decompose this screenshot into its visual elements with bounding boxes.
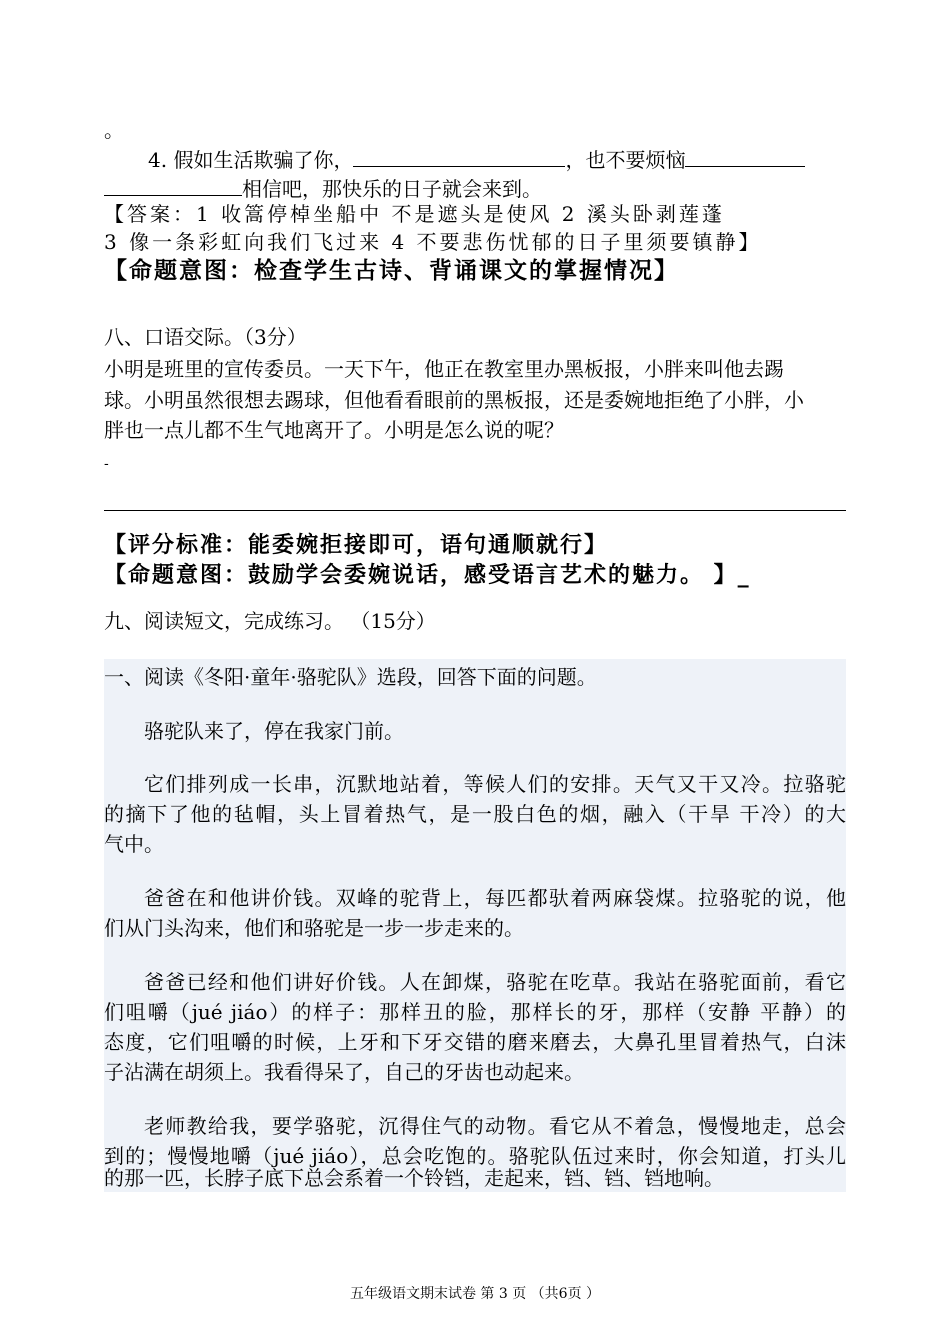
reading-paragraph-5-line-1: 老师教给我，要学骆驼，沉得住气的动物。看它从不着急，慢慢地走，总会 <box>144 1114 846 1138</box>
reading-intro: 一、阅读《冬阳·童年·骆驼队》选段，回答下面的问题。 <box>104 665 597 689</box>
question-4 <box>148 146 805 172</box>
scoring-criteria: 【评分标准：能委婉拒接即可，语句通顺就行】 <box>104 532 609 558</box>
section-8-text-2: 球。小明虽然很想去踢球，但他看看眼前的黑板报，还是委婉地拒绝了小胖，小 <box>104 388 804 412</box>
reading-paragraph-5-line-3: 的那一匹，长脖子底下总会系着一个铃铛，走起来，铛、铛、铛地响。 <box>104 1166 724 1190</box>
section-8-text-3: 胖也一点儿都不生气地离开了。小明是怎么说的呢？ <box>104 418 564 442</box>
section-8-dash: - <box>104 456 109 472</box>
section-9-title: 九、阅读短文，完成练习。 （15分） <box>104 609 436 633</box>
reading-paragraph-3-line-2: 们从门头沟来，他们和骆驼是一步一步走来的。 <box>104 916 524 940</box>
intent-heading-1: 【命题意图：检查学生古诗、背诵课文的掌握情况】 <box>104 257 679 284</box>
reading-paragraph-4-line-3: 态度，它们咀嚼的时候，上牙和下牙交错的磨来磨去，大鼻孔里冒着热气，白沫 <box>104 1030 846 1054</box>
reading-paragraph-2-line-3: 气中。 <box>104 832 164 856</box>
reading-paragraph-4-line-2: 们咀嚼（jué jiáo）的样子：那样丑的脸，那样长的牙，那样（安静 平静）的 <box>104 1000 846 1024</box>
answer-line-2: 3 像一条彩虹向我们飞过来 4 不要悲伤忧郁的日子里须要镇静】 <box>104 230 762 254</box>
section-8-text-1: 小明是班里的宣传委员。一天下午，他正在教室里办黑板报，小胖来叫他去踢 <box>104 357 784 381</box>
reading-paragraph-2-line-1: 它们排列成一长串，沉默地站着，等候人们的安排。天气又干又冷。拉骆驼 <box>144 772 846 796</box>
question-4-mid: ，也不要烦恼 <box>565 148 686 172</box>
page-footer: 五年级语文期末试卷 第 3 页 （共6页 ） <box>349 1286 601 1302</box>
answer-blank-3[interactable] <box>104 175 242 196</box>
question-4-suffix: 相信吧，那快乐的日子就会来到。 <box>242 177 542 201</box>
reading-paragraph-4-line-1: 爸爸已经和他们讲好价钱。人在卸煤，骆驼在吃草。我站在骆驼面前，看它 <box>144 970 846 994</box>
reading-paragraph-4-line-4: 子沾满在胡须上。我看得呆了，自己的牙齿也动起来。 <box>104 1060 584 1084</box>
question-4-prefix: 4. 假如生活欺骗了你， <box>148 148 354 172</box>
reading-paragraph-5-line-2: 到的；慢慢地嚼（jué jiáo），总会吃饱的。骆驼队伍过来时，你会知道，打头儿 <box>104 1144 846 1168</box>
section-8-title: 八、口语交际。（3分） <box>104 325 307 349</box>
intent-heading-2: 【命题意图：鼓励学会委婉说话，感受语言艺术的魅力。 】_ <box>104 562 751 588</box>
reading-paragraph-1: 骆驼队来了，停在我家门前。 <box>144 719 404 743</box>
reading-paragraph-2-line-2: 的摘下了他的毡帽，头上冒着热气，是一股白色的烟，融入（干旱 干冷）的大 <box>104 802 846 826</box>
reading-paragraph-3-line-1: 爸爸在和他讲价钱。双峰的驼背上，每匹都驮着两麻袋煤。拉骆驼的说，他 <box>144 886 846 910</box>
answer-blank-2[interactable] <box>685 146 805 167</box>
top-mark: 。 <box>104 118 124 142</box>
answer-blank-1[interactable] <box>353 146 565 167</box>
question-4-line2 <box>104 175 542 201</box>
answer-writing-line[interactable] <box>104 510 846 511</box>
answer-line-1: 【答案：1 收篙停棹坐船中 不是遮头是使风 2 溪头卧剥莲蓬 <box>104 202 725 226</box>
